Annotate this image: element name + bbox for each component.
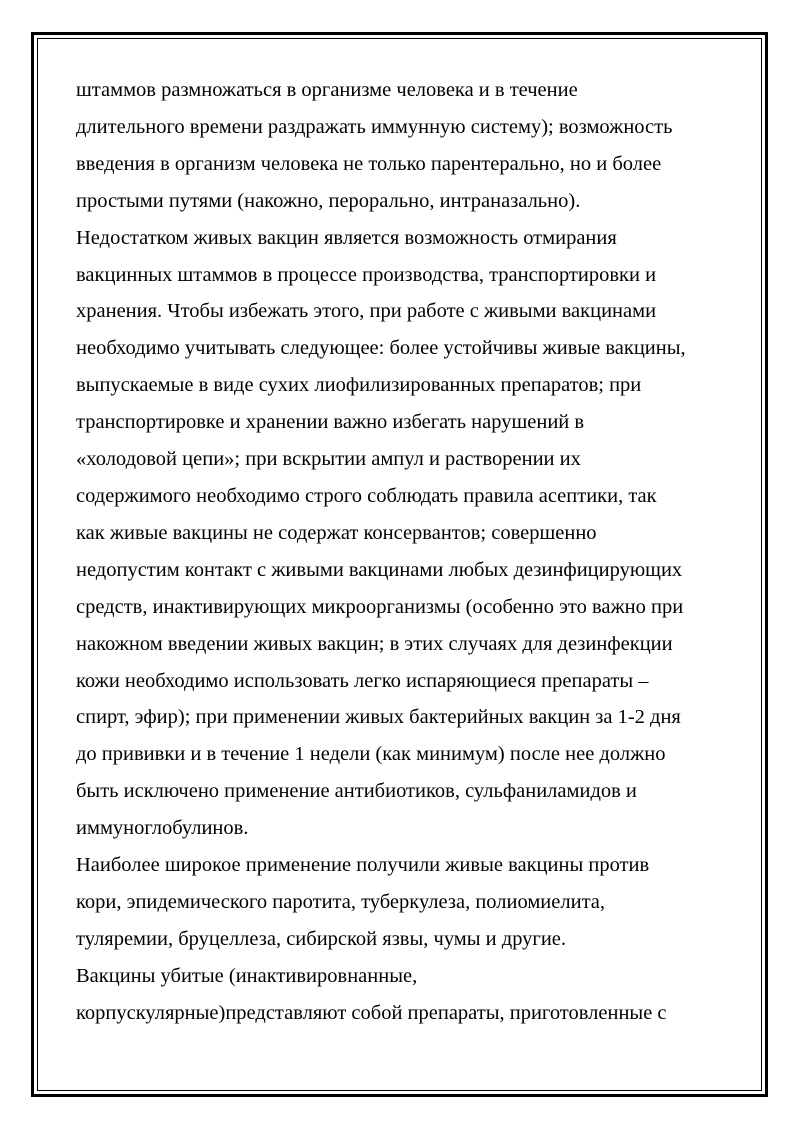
text-line: хранения. Чтобы избежать этого, при работе с живыми вакцинами (76, 300, 657, 323)
text-line: простыми путями (накожно, перорально, интраназально). (76, 189, 581, 212)
text-line: необходимо учитывать следующее: более устойчивы живые вакцины, (76, 337, 686, 360)
text-line: содержимого необходимо строго соблюдать правила асептики, так (76, 484, 657, 507)
text-line: туляремии, бруцеллеза, сибирской язвы, чумы и другие. (76, 927, 567, 950)
text-line: быть исключено применение антибиотиков, сульфаниламидов и (76, 780, 637, 803)
text-line: кори, эпидемического паротита, туберкулеза, полиомиелита, (76, 890, 606, 913)
text-line: выпускаемые в виде сухих лиофилизированных препаратов; при (76, 374, 642, 397)
text-line: транспортировке и хранении важно избегать нарушений в (76, 411, 585, 434)
text-line: «холодовой цепи»; при вскрытии ампул и растворении их (76, 448, 581, 471)
text-line: Наиболее широкое применение получили живые вакцины против (76, 854, 650, 877)
text-line: как живые вакцины не содержат консервантов; совершенно (76, 521, 597, 544)
text-line: введения в организм человека не только парентерально, но и более (76, 152, 662, 175)
text-line: Недостатком живых вакцин является возможность отмирания (76, 226, 617, 249)
text-line: корпускулярные)представляют собой препараты, приготовленные с (76, 1001, 667, 1024)
text-line: штаммов размножаться в организме человека и в течение (76, 79, 578, 101)
text-line: Вакцины убитые (инактивировнанные, (76, 964, 418, 987)
text-line: недопустим контакт с живыми вакцинами любых дезинфицирующих (76, 558, 683, 581)
text-line: вакцинных штаммов в процессе производства, транспортировки и (76, 263, 657, 286)
text-line: иммуноглобулинов. (76, 817, 249, 840)
text-line: спирт, эфир); при применении живых бактерийных вакцин за 1-2 дня (76, 706, 681, 729)
text-line: длительного времени раздражать иммунную систему); возможность (76, 115, 673, 138)
text-line: кожи необходимо использовать легко испаряющиеся препараты – (76, 669, 649, 692)
text-line: накожном введении живых вакцин; в этих случаях для дезинфекции (76, 632, 673, 655)
document-body-text (76, 72, 736, 1032)
text-line: средств, инактивирующих микроорганизмы (особенно это важно при (76, 595, 684, 618)
text-line: до прививки и в течение 1 недели (как минимум) после нее должно (76, 743, 666, 766)
